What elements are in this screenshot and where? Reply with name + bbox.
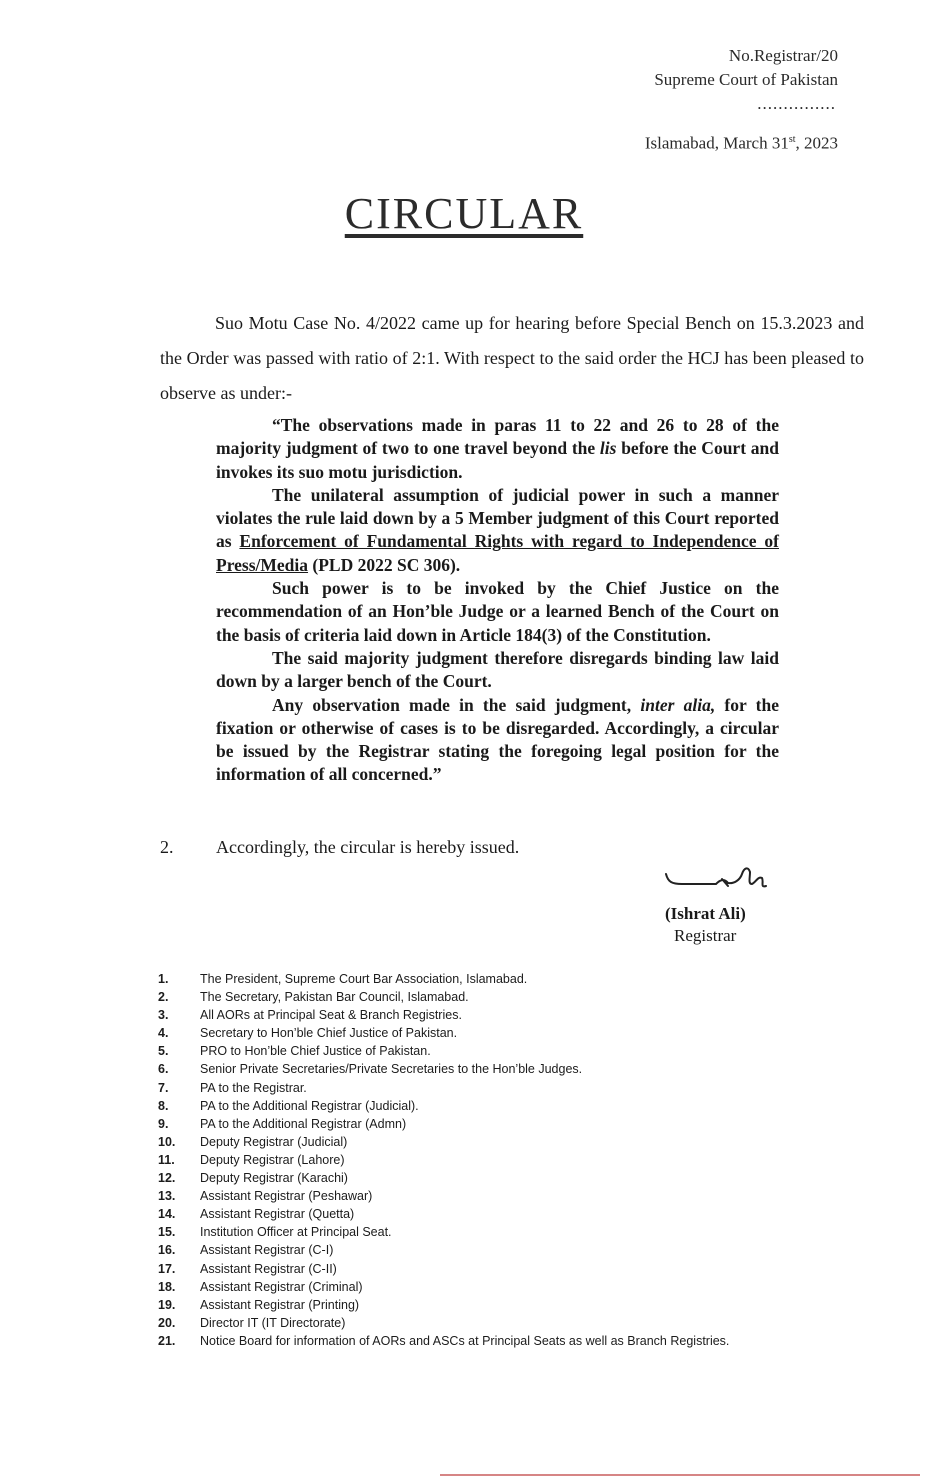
date-year: , 2023 [795, 133, 838, 153]
distribution-list [158, 970, 858, 1350]
distribution-number: 19. [158, 1297, 176, 1312]
distribution-item [158, 1260, 858, 1278]
date-text: Islamabad, March 31 [644, 133, 789, 153]
distribution-item [158, 1278, 858, 1296]
paragraph-2 [160, 837, 519, 858]
distribution-recipient: PA to the Additional Registrar (Judicial). [200, 1098, 419, 1113]
distribution-item [158, 1205, 858, 1223]
signatory-role: Registrar [674, 926, 737, 945]
quote-paragraph-1 [216, 414, 779, 484]
quote-text: Any observation made in the said judgment, [272, 694, 641, 715]
quote-paragraph-4: The said majority judgment therefore disregards binding law laid down by a larger bench of the Court. [216, 647, 779, 692]
quote-paragraph-2 [216, 484, 779, 577]
distribution-item [158, 970, 858, 988]
quote-text: (PLD 2022 SC 306). [308, 554, 461, 575]
distribution-number: 7. [158, 1080, 169, 1095]
signature-block [662, 860, 802, 946]
distribution-number: 10. [158, 1134, 176, 1149]
distribution-item [158, 1042, 858, 1060]
distribution-recipient: Assistant Registrar (C-II) [200, 1261, 337, 1276]
distribution-number: 18. [158, 1279, 176, 1294]
distribution-recipient: PRO to Hon’ble Chief Justice of Pakistan. [200, 1044, 431, 1059]
distribution-item [158, 1241, 858, 1259]
case-citation: Enforcement of Fundamental Rights with regard to Independence of Press/Media [216, 531, 779, 575]
distribution-number: 1. [158, 972, 169, 986]
distribution-item [158, 1006, 858, 1024]
page-edge-mark [440, 1474, 920, 1476]
distribution-number: 12. [158, 1171, 176, 1186]
distribution-recipient: Assistant Registrar (Quetta) [200, 1207, 355, 1222]
reference-number: No.Registrar/20 [728, 46, 838, 65]
paragraph-number: 2. [160, 837, 174, 857]
reference-dots: ............... [757, 94, 836, 113]
distribution-recipient: Deputy Registrar (Lahore) [200, 1152, 345, 1167]
distribution-number: 9. [158, 1116, 169, 1131]
distribution-recipient: PA to the Registrar. [200, 1080, 307, 1095]
distribution-recipient: The President, Supreme Court Bar Association, Islamabad. [200, 972, 528, 986]
distribution-number: 3. [158, 1008, 169, 1023]
distribution-item [158, 1060, 858, 1078]
distribution-item [158, 988, 858, 1006]
distribution-number: 2. [158, 990, 169, 1005]
signatory-name: (Ishrat Ali) [665, 904, 746, 923]
quote-text: The unilateral assumption of judicial power in such a manner violates the rule laid down by a 5 Member judgment of this Court reported as [216, 484, 779, 552]
distribution-item [158, 1115, 858, 1133]
distribution-recipient: Assistant Registrar (Peshawar) [200, 1189, 373, 1204]
distribution-recipient: Deputy Registrar (Karachi) [200, 1171, 348, 1186]
distribution-number: 16. [158, 1243, 176, 1258]
distribution-number: 17. [158, 1261, 176, 1276]
distribution-number: 20. [158, 1315, 176, 1330]
distribution-number: 21. [158, 1333, 176, 1348]
quoted-observations [216, 414, 779, 787]
distribution-recipient: Director IT (IT Directorate) [200, 1315, 346, 1330]
quote-text: “The observations made in paras 11 to 22 and 26 to 28 of the majority judgment of two to one travel beyond the [216, 415, 779, 459]
distribution-recipient: Assistant Registrar (Criminal) [200, 1279, 363, 1294]
distribution-recipient: Secretary to Hon’ble Chief Justice of Pakistan. [200, 1026, 458, 1041]
distribution-item [158, 1332, 858, 1350]
distribution-recipient: Assistant Registrar (Printing) [200, 1297, 360, 1312]
distribution-item [158, 1151, 858, 1169]
quote-paragraph-3: Such power is to be invoked by the Chief Justice on the recommendation of an Hon’ble Judge or a learned Bench of the Court on the basis of criteria laid down in Article 184(3) of the Constitution. [216, 578, 779, 645]
distribution-item [158, 1097, 858, 1115]
distribution-item [158, 1169, 858, 1187]
distribution-item [158, 1079, 858, 1097]
distribution-number: 5. [158, 1044, 169, 1059]
quote-italic: inter alia, [640, 694, 716, 715]
document-header [645, 44, 838, 156]
quote-text: before the Court and invokes its suo motu jurisdiction. [216, 438, 779, 482]
distribution-recipient: The Secretary, Pakistan Bar Council, Islamabad. [200, 990, 469, 1005]
distribution-recipient: Deputy Registrar (Judicial) [200, 1134, 348, 1149]
distribution-recipient: All AORs at Principal Seat & Branch Registries. [200, 1008, 462, 1023]
quote-paragraph-5 [216, 694, 779, 787]
distribution-number: 8. [158, 1098, 169, 1113]
distribution-number: 14. [158, 1207, 176, 1222]
distribution-recipient: Notice Board for information of AORs and ASCs at Principal Seats as well as Branch Registries. [200, 1333, 730, 1348]
distribution-item [158, 1296, 858, 1314]
issue-date [645, 128, 838, 156]
distribution-recipient: Assistant Registrar (C-I) [200, 1243, 334, 1258]
distribution-item [158, 1314, 858, 1332]
distribution-number: 6. [158, 1062, 169, 1077]
intro-paragraph: Suo Motu Case No. 4/2022 came up for hearing before Special Bench on 15.3.2023 and the Order was passed with ratio of 2:1. With respect to the said order the HCJ has been pleased to observe as under:- [160, 313, 864, 403]
distribution-item [158, 1133, 858, 1151]
distribution-number: 15. [158, 1225, 176, 1240]
date-suffix: st [788, 134, 796, 145]
page-title: CIRCULAR [344, 189, 584, 238]
distribution-number: 13. [158, 1189, 176, 1204]
distribution-item [158, 1024, 858, 1042]
distribution-recipient: Senior Private Secretaries/Private Secretaries to the Hon’ble Judges. [200, 1062, 583, 1077]
paragraph-text: Accordingly, the circular is hereby issued. [216, 837, 520, 857]
distribution-recipient: Institution Officer at Principal Seat. [200, 1225, 392, 1240]
issuing-authority: Supreme Court of Pakistan [654, 70, 838, 89]
quote-italic: lis [599, 438, 617, 459]
distribution-item [158, 1187, 858, 1205]
handwritten-signature [662, 860, 802, 900]
distribution-number: 4. [158, 1026, 169, 1041]
distribution-item [158, 1223, 858, 1241]
quote-text: for the fixation or otherwise of cases is to be disregarded. Accordingly, a circular be issued by the Registrar stating the foregoing legal position for the information of all concerned.” [216, 694, 780, 785]
distribution-number: 11. [158, 1152, 175, 1167]
distribution-recipient: PA to the Additional Registrar (Admn) [200, 1116, 407, 1131]
